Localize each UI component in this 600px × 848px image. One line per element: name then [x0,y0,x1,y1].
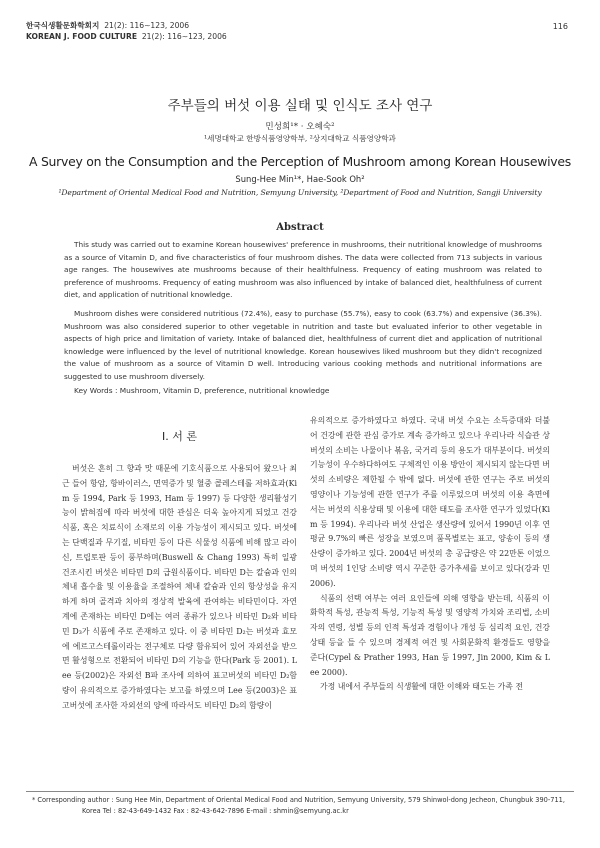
body-paragraph: 유의적으로 증가하였다고 하였다. 국내 버섯 수요는 소득증대와 더불어 건강에 관한 관심 증가로 계속 증가하고 있으나 우리나라 식습관 상 버섯의 소비는 나물이나 볶음, 국거리 등의 용도가 대부분이다. 버섯의 기능성이 우수하다하여도 구체적인 이용 방안이 제시되지 않는다면 버섯의 소비량은 제한될 수 밖에 없다. 버섯에 관한 연구는 주로 버섯의 영양이나 기능성에 관한 연구가 주를 이루었으며 버섯의 이용 측면에서는 버섯의 식용상태 및 이용에 대한 태도를 조사한 연구가 있었다(Kim 등 1994). 우리나라 버섯 산업은 생산량에 있어서 1990년 이후 연평균 9.7%의 빠른 성장을 보였으며 품목별로는 표고, 양송이 등의 생산량이 증가하고 있다. 2004년 버섯의 총 공급량은 약 22만톤 이었으며 버섯의 1인당 소비량 역시 꾸준한 증가추세를 보이고 있다(강과 민 2006). [310,416,550,588]
footnote-divider [26,791,574,792]
body-paragraph: 가정 내에서 주부들의 식생활에 대한 이해와 태도는 가족 전 [320,682,524,692]
journal-ref-ko: 21(2): 116∼123, 2006 [104,21,190,30]
journal-name-en: KOREAN J. FOOD CULTURE [26,32,138,41]
journal-line-en [26,31,227,42]
abstract-heading: Abstract [276,222,324,233]
footnote-line-2: Korea Tel : 82-43-649-1432 Fax : 82-43-642-7896 E-mail : shmin@semyung.ac.kr [82,806,349,815]
footnote-line-1: * Corresponding author : Sung Hee Min, Department of Oriental Medical Food and Nutrition, Semyung University, 579 Shinwol-dong Jecheon, Chungbuk 390-711, [32,796,565,804]
keywords: Key Words : Mushroom, Vitamin D, preference, nutritional knowledge [74,386,330,395]
body-left-column: 버섯은 흔히 그 향과 맛 때문에 기호식품으로 사용되어 왔으나 최근 들어 항암, 항바이러스, 면역증가 및 혈중 콜레스테롤 저하효과(Kim 등 1994, Park 등 1993, Ham 등 1997) 등 다양한 생리활성기능이 밝혀짐에 따라 버섯에 대한 관심은 더욱 높아지게 되었고 건강식품, 혹은 치료식이 소재로의 이용 가능성이 제시되고 있다. 버섯에는 단백질과 무기질, 비타민 등이 다른 식물성 식품에 비해 많고 라이신, 트립토판 등이 풍부하며(Buswell & Chang 1993) 특히 일광 건조시킨 버섯은 비타민 D의 급원식품이다. 비타민 D는 칼슘과 인의 체내 흡수율 및 이용율을 조절하여 체내 칼슘과 인의 항상성을 유지하게 하며 골격과 치아의 정상적 발육에 관여하는 비타민이다. 자연계에 존재하는 비타민 D에는 여러 종류가 있으나 비타민 D₂와 비타민 D₃가 식품에 주로 존재하고 있다. 이 중 비타민 D₂는 버섯과 효모에 에르고스테롤이라는 전구체로 다량 함유되어 있어 자외선을 받으면 활성형으로 전환되어 비타민 D의 기능을 한다(Park 등 2001). Lee 등(2002)은 자외선 B파 조사에 의하여 표고버섯의 비타민 D₂함량이 유의적으로 증가하였다는 보고를 하였으며 Lee 등(2003)은 표고버섯에 조사한 자외선의 양에 따라서도 비타민 D₂의 함량이 [62,464,297,710]
affiliation-english: ¹Department of Oriental Medical Food and Nutrition, Semyung University, ²Department of Food and Nutrition, Sangji University [58,188,542,197]
body-paragraph: 식품의 선택 여부는 여러 요인들에 의해 영향을 받는데, 식품의 이화학적 특성, 관능적 특성, 기능적 특성 및 영양적 가치와 조리법, 소비자의 연령, 성별 등의 인적 특성과 경험이나 개성 등 심리적 요인, 건강상태 등을 들 수 있으며 경제적 여건 및 사회문화적 환경들도 영향을 준다(Cypel & Prather 1993, Han 등 1997, Jin 2000, Kim & Lee 2000). [310,593,550,677]
section-heading-introduction: Ⅰ. 서 론 [162,430,197,443]
journal-line-ko [26,20,227,31]
body-right-column [310,414,550,695]
affiliation-korean: ¹세명대학교 한방식품영양학부, ²상지대학교 식품영양학과 [204,134,396,143]
footnote [32,795,580,816]
journal-name-ko: 한국식생활문화학회지 [26,21,100,30]
journal-ref-en: 21(2): 116∼123, 2006 [141,32,227,41]
title-korean: 주부들의 버섯 이용 실태 및 인식도 조사 연구 [167,98,433,114]
journal-header [26,20,227,42]
abstract-paragraph-1: This study was carried out to examine Korean housewives' preference in mushrooms, their nutritional knowledge of mushrooms as a source of Vitamin D, and five characteristics of four mushroom dishes. The data were collected from 713 subjects in various age ranges. The housewives ate mushrooms because of their healthfulness. Frequency of eating mushroom was related to preference of mushrooms. Frequency of eating mushroom was also influenced by intake of balanced diet, healthfulness of current diet, and application of nutritional knowledge. [64,240,542,299]
title-english: A Survey on the Consumption and the Perception of Mushroom among Korean Housewives [29,154,571,169]
authors-english: Sung-Hee Min¹*, Hae-Sook Oh² [235,174,365,184]
page-number: 116 [552,22,568,31]
abstract-paragraph-2: Mushroom dishes were considered nutritious (72.4%), easy to purchase (55.7%), easy to cook (63.7%) and expensive (36.3%). Mushroom was also considered superior to other vegetable in nutrition and taste but evaluated inferior to other vegetable in aspects of high price and limitation of variety. Intake of balanced diet, healthfulness of current diet and application of nutritional knowledge were influenced by the level of nutritional knowledge. Korean housewives liked mushroom but they didn't recognized the value of mushroom as a source of Vitamin D well. Introducing various cooking methods and nutritional informations are suggested to use mushroom diversely. [64,309,542,381]
authors-korean: 민성희¹* · 오혜숙² [265,122,335,132]
